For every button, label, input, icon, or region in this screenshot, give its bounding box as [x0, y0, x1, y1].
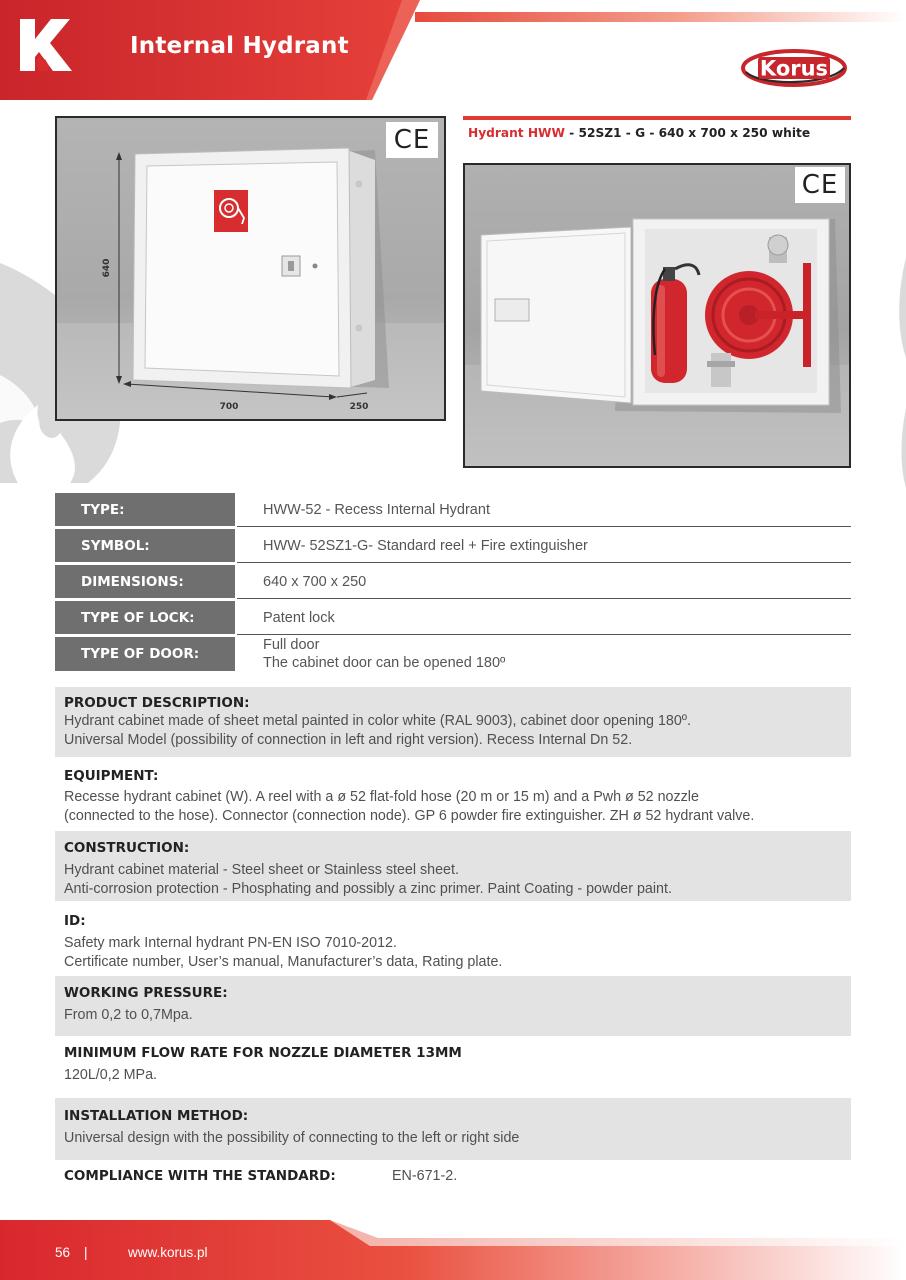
ce-mark-closed: CE	[386, 122, 438, 158]
spec-value-door-line1: Full door	[263, 637, 320, 653]
product-heading-red: Hydrant HWW	[468, 126, 565, 140]
section-text: Safety mark Internal hydrant PN-EN ISO 7010-2012.	[64, 935, 397, 951]
section-heading: PRODUCT DESCRIPTION:	[64, 695, 250, 711]
spec-value-type: HWW-52 - Recess Internal Hydrant	[263, 501, 490, 518]
section-text: Universal Model (possibility of connection in left and right version). Recess Internal Dn 52.	[64, 731, 633, 748]
section-installation-method	[55, 1098, 851, 1160]
spec-divider	[237, 562, 851, 563]
spec-value-dimensions: 640 x 700 x 250	[263, 573, 367, 590]
section-text: Universal design with the possibility of connecting to the left or right side	[64, 1130, 520, 1146]
section-text: Certificate number, User’s manual, Manufacturer’s data, Rating plate.	[64, 953, 503, 970]
section-heading: EQUIPMENT:	[64, 768, 159, 784]
spec-label-symbol: SYMBOL:	[55, 529, 235, 562]
spec-divider	[237, 526, 851, 527]
ce-mark-open: CE	[795, 167, 845, 203]
closed-cabinet-photo	[55, 116, 446, 421]
page-title: Internal Hydrant	[130, 33, 349, 59]
section-text: 120L/0,2 MPa.	[64, 1067, 157, 1083]
product-heading-rest: - 52SZ1 - G - 640 x 700 x 250 white	[564, 126, 811, 140]
section-heading: ID:	[64, 913, 86, 929]
section-flow-rate	[55, 1036, 851, 1096]
decorative-edge-shape	[892, 258, 906, 488]
product-heading	[468, 126, 810, 140]
section-text: Hydrant cabinet material - Steel sheet or Stainless steel sheet.	[64, 862, 459, 878]
spec-label-lock: TYPE OF LOCK:	[55, 601, 235, 634]
section-heading: CONSTRUCTION:	[64, 840, 190, 856]
section-text: (connected to the hose). Connector (connection node). GP 6 powder fire extinguisher. ZH ø 52 hydrant valve.	[64, 807, 755, 824]
spec-value-symbol: HWW- 52SZ1-G- Standard reel + Fire extinguisher	[263, 537, 588, 554]
open-cabinet-photo	[463, 163, 851, 468]
section-heading: WORKING PRESSURE:	[64, 985, 228, 1001]
page-number: 56	[55, 1245, 71, 1260]
section-text: Hydrant cabinet made of sheet metal painted in color white (RAL 9003), cabinet door opening 180º.	[64, 713, 691, 729]
dimension-depth-label: 250	[349, 402, 369, 412]
section-equipment	[55, 760, 851, 830]
section-heading: INSTALLATION METHOD:	[64, 1108, 249, 1124]
section-text: Recesse hydrant cabinet (W). A reel with a ø 52 flat-fold hose (20 m or 15 m) and a Pwh ø 52 nozzle	[64, 789, 699, 805]
section-product-description	[55, 687, 851, 757]
spec-divider	[237, 598, 851, 599]
header-gradient-line	[415, 12, 906, 22]
spec-label-type: TYPE:	[55, 493, 235, 526]
section-text: Anti-corrosion protection - Phosphating and possibly a zinc primer. Paint Coating - powder paint.	[64, 880, 672, 897]
product-heading-rule	[463, 116, 851, 120]
korus-logo	[740, 46, 848, 90]
spec-label-dimensions: DIMENSIONS:	[55, 565, 235, 598]
section-heading: MINIMUM FLOW RATE FOR NOZZLE DIAMETER 13MM	[64, 1045, 462, 1061]
section-id	[55, 904, 851, 974]
dimension-width-label: 700	[219, 402, 239, 412]
footer-separator: |	[84, 1245, 88, 1260]
section-heading: COMPLIANCE WITH THE STANDARD:	[64, 1168, 336, 1184]
k-flame-logo	[20, 19, 74, 71]
korus-brand-text: Korus	[759, 56, 829, 81]
spec-value-door	[263, 635, 851, 673]
section-working-pressure	[55, 976, 851, 1036]
section-text: From 0,2 to 0,7Mpa.	[64, 1007, 193, 1023]
spec-label-door: TYPE OF DOOR:	[55, 637, 235, 671]
spec-value-lock: Patent lock	[263, 609, 335, 626]
section-text: EN-671-2.	[392, 1168, 458, 1184]
section-construction	[55, 831, 851, 901]
spec-value-door-line2: The cabinet door can be opened 180º	[263, 655, 506, 671]
website-link[interactable]: www.korus.pl	[128, 1245, 208, 1260]
dimension-height-label: 640	[102, 258, 112, 278]
hose-reel-sign-icon	[214, 190, 248, 232]
